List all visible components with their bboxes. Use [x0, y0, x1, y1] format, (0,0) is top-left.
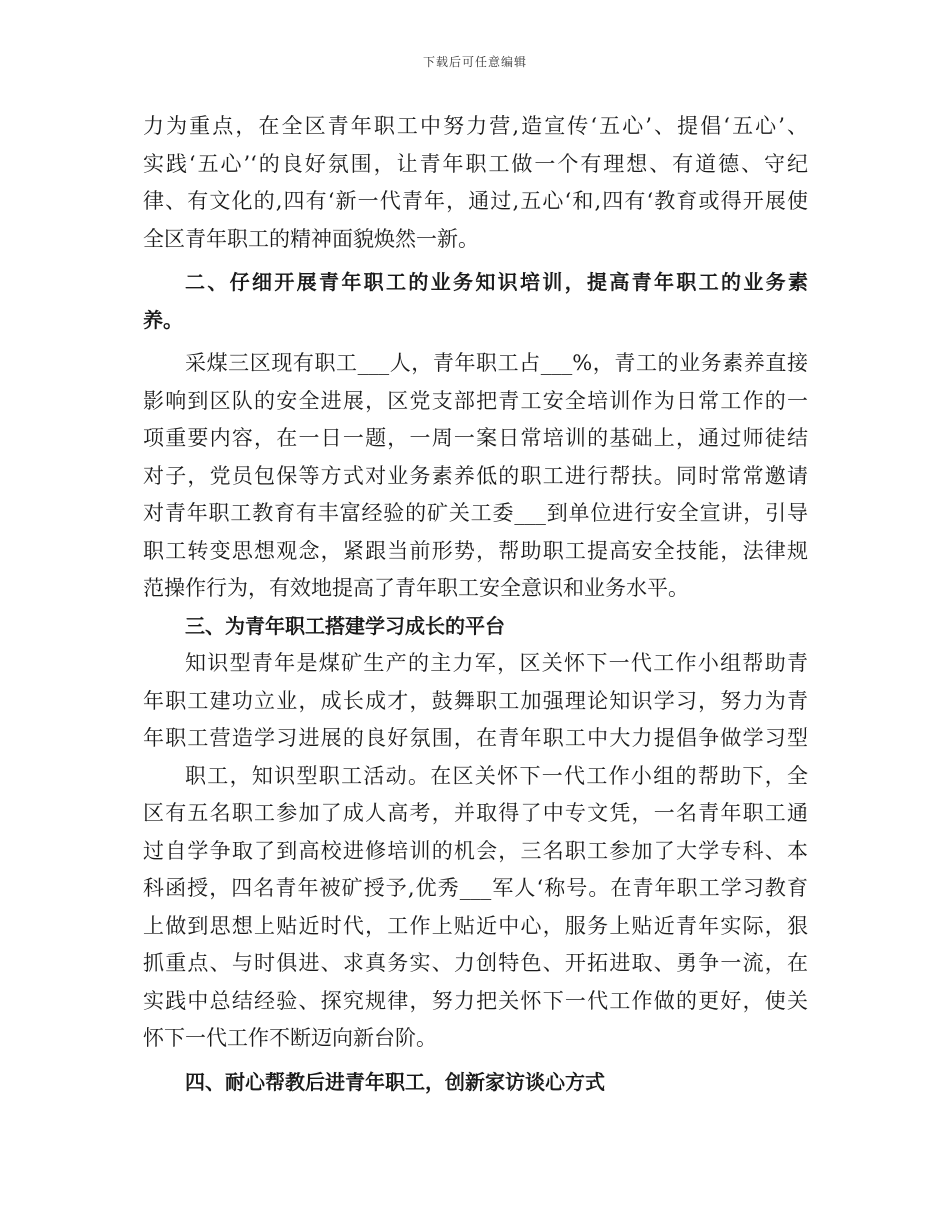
para1-line: 力为重点，在全区青年职工中努力营,造宣传‘五心’、提倡‘五心’、 — [143, 114, 808, 138]
para2-line: 对青年职工教育有丰富经验的矿关工委___到单位进行安全宣讲，引导 — [143, 501, 808, 525]
para1-line: 律、有文化的,四有‘新一代青年，通过,五心‘和,四有‘教育或得开展使 — [143, 189, 808, 213]
para2-line: 影响到区队的安全进展，区党支部把青工安全培训作为日常工作的一 — [143, 388, 808, 413]
para3-line: 年职工营造学习进展的良好氛围，在青年职工中大力提倡争做学习型 — [143, 726, 808, 750]
para2-line: 职工转变思想观念，紧跟当前形势，帮助职工提高安全技能，法律规 — [143, 538, 808, 563]
page-header: 下载后可任意编辑 — [422, 55, 527, 69]
section-heading-3: 三、为青年职工搭建学习成长的平台 — [185, 613, 505, 638]
section-heading-4: 四、耐心帮教后进青年职工，创新家访谈心方式 — [185, 1069, 605, 1094]
para4-line: 区有五名职工参加了成人高考，并取得了中专文凭，一名青年职工通 — [143, 801, 808, 825]
para2-line: 对子，党员包保等方式对业务素养低的职工进行帮扶。同时常常邀请 — [143, 463, 808, 488]
document-body — [143, 108, 808, 1101]
para1-line: 实践‘五心’‘的良好氛围，让青年职工做一个有理想、有道德、守纪 — [143, 151, 808, 176]
para4-line: 过自学争取了到高校进修培训的机会，三名职工参加了大学专科、本 — [143, 838, 808, 863]
para2-line: 项重要内容，在一日一题，一周一案日常培训的基础上，通过师徒结 — [143, 426, 808, 450]
para2-line: 采煤三区现有职工___人，青年职工占___%，青工的业务素养直接 — [185, 351, 808, 375]
para4-line: 科函授，四名青年被矿授予,优秀___军人‘称号。在青年职工学习教育 — [143, 876, 808, 900]
para4-line: 实践中总结经验、探究规律，努力把关怀下一代工作做的更好，使关 — [143, 988, 808, 1013]
para4-line: 怀下一代工作不断迈向新台阶。 — [143, 1026, 437, 1050]
para4-line: 抓重点、与时俱进、求真务实、力创特色、开拓进取、勇争一流，在 — [143, 951, 808, 975]
para4-line: 职工，知识型职工活动。在区关怀下一代工作小组的帮助下，全 — [185, 763, 808, 788]
para4-line: 上做到思想上贴近时代，工作上贴近中心，服务上贴近青年实际，狠 — [143, 913, 808, 938]
para1-line: 全区青年职工的精神面貌焕然一新。 — [143, 226, 479, 251]
para2-line: 范操作行为，有效地提高了青年职工安全意识和业务水平。 — [143, 576, 689, 600]
section-heading-2-cont: 养。 — [143, 307, 183, 332]
para3-line: 年职工建功立业，成长成才，鼓舞职工加强理论知识学习，努力为青 — [143, 688, 808, 713]
para3-line: 知识型青年是煤矿生产的主力军，区关怀下一代工作小组帮助青 — [185, 651, 808, 675]
section-heading-2: 二、仔细开展青年职工的业务知识培训，提高青年职工的业务素 — [185, 270, 808, 294]
